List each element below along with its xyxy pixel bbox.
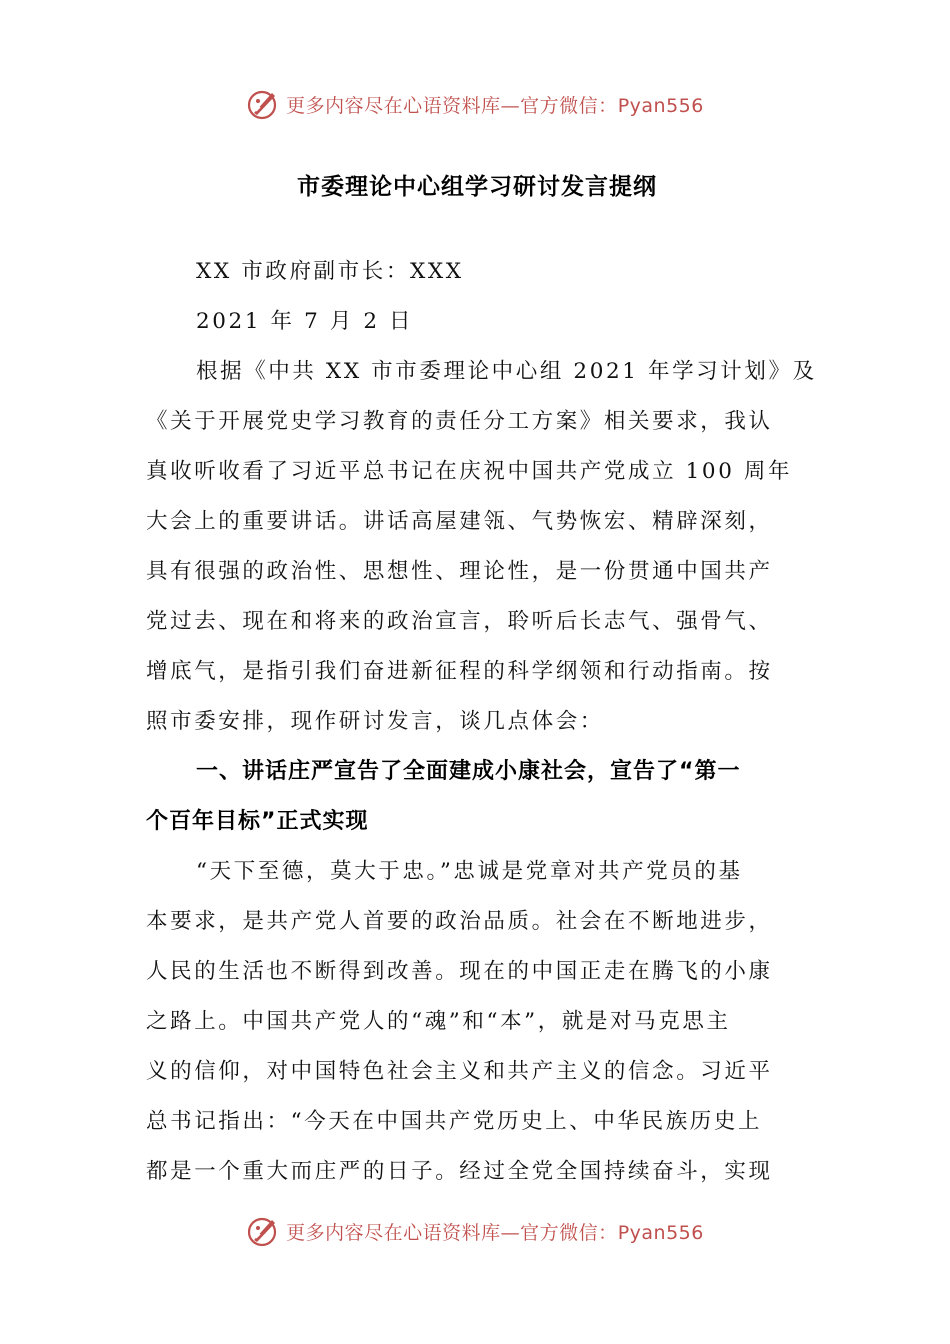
paragraph-section-1	[146, 847, 808, 1197]
banner-contact-label: 官方微信：	[520, 94, 618, 117]
banner-wechat-id: Pyan556	[617, 1221, 704, 1244]
quill-pen-seal-icon	[246, 87, 280, 121]
document-title: 市委理论中心组学习研讨发言提纲	[297, 174, 657, 200]
footer-banner	[0, 1211, 950, 1251]
author-line: XX 市政府副市长：XXX	[196, 259, 464, 284]
text-line: 人民的生活也不断得到改善。现在的中国正走在腾飞的小康	[146, 959, 773, 984]
text-line: 真收听收看了习近平总书记在庆祝中国共产党成立 100 周年	[146, 459, 793, 484]
quill-pen-seal-icon	[246, 1214, 280, 1248]
text-line: 大会上的重要讲话。讲话高屋建瓴、气势恢宏、精辟深刻，	[146, 509, 773, 534]
heading-line: 一、讲话庄严宣告了全面建成小康社会，宣告了“第一	[196, 759, 741, 784]
text-line: 根据《中共 XX 市市委理论中心组 2021 年学习计划》及	[196, 359, 817, 384]
text-line: 照市委安排，现作研讨发言，谈几点体会：	[146, 709, 604, 734]
date-line: 2021 年 7 月 2 日	[196, 309, 414, 334]
text-line: 都是一个重大而庄严的日子。经过全党全国持续奋斗，实现	[146, 1159, 773, 1184]
banner-separator: —	[500, 1221, 521, 1244]
text-line: 本要求，是共产党人首要的政治品质。社会在不断地进步，	[146, 909, 773, 934]
text-line: 增底气，是指引我们奋进新征程的科学纲领和行动指南。按	[146, 659, 773, 684]
footer-banner-content	[246, 1214, 704, 1248]
heading-line: 个百年目标”正式实现	[146, 809, 369, 834]
paragraph-intro	[146, 347, 817, 747]
banner-contact-label: 官方微信：	[520, 1221, 618, 1244]
section-heading-1	[146, 747, 808, 847]
text-line: 之路上。中国共产党人的“魂”和“本”，就是对马克思主	[146, 1009, 731, 1034]
header-banner-content	[246, 87, 704, 121]
document-body	[146, 168, 817, 1197]
banner-main-text: 更多内容尽在心语资料库	[286, 94, 501, 117]
text-line: 党过去、现在和将来的政治宣言，聆听后长志气、强骨气、	[146, 609, 773, 634]
banner-text	[286, 91, 704, 118]
banner-separator: —	[500, 94, 521, 117]
header-banner	[0, 84, 950, 124]
banner-main-text: 更多内容尽在心语资料库	[286, 1221, 501, 1244]
text-line: “天下至德，莫大于忠。”忠诚是党章对共产党员的基	[196, 859, 743, 884]
banner-wechat-id: Pyan556	[617, 94, 704, 117]
text-line: 具有很强的政治性、思想性、理论性，是一份贯通中国共产	[146, 559, 773, 584]
text-line: 总书记指出：“今天在中国共产党历史上、中华民族历史上	[146, 1109, 763, 1134]
text-line: 《关于开展党史学习教育的责任分工方案》相关要求，我认	[146, 409, 773, 434]
banner-text	[286, 1218, 704, 1245]
text-line: 义的信仰，对中国特色社会主义和共产主义的信念。习近平	[146, 1059, 773, 1084]
